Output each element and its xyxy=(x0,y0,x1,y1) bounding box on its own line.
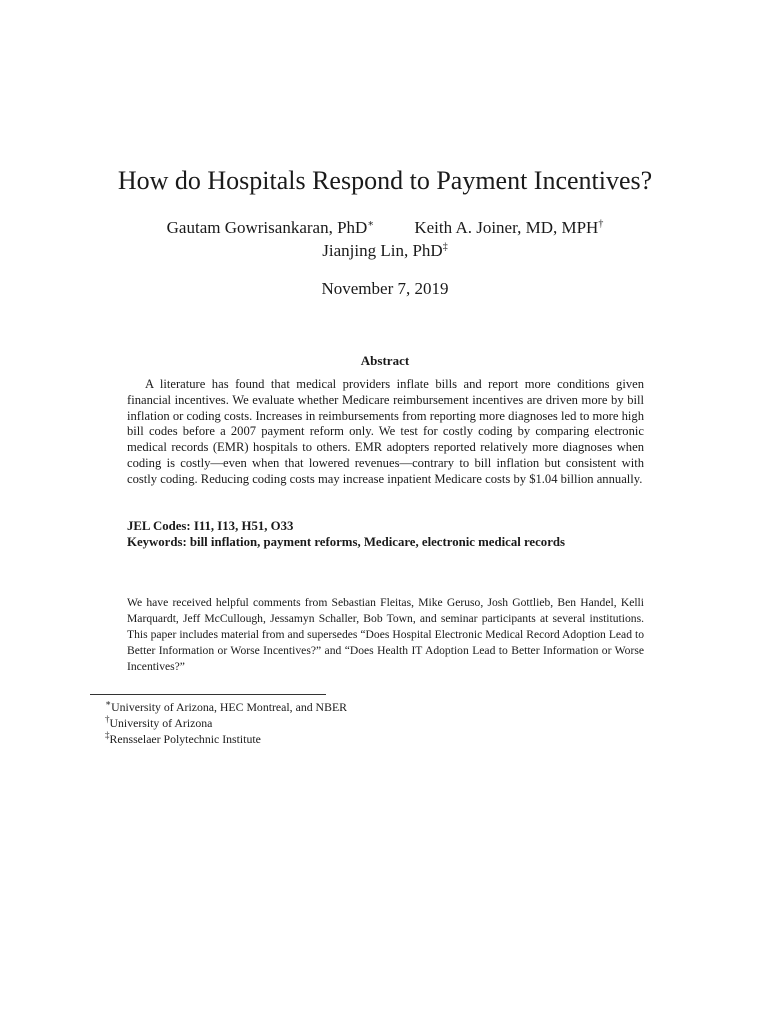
paper-title: How do Hospitals Respond to Payment Incentives? xyxy=(117,166,653,195)
footnotes-list xyxy=(105,699,347,747)
footnote-divider xyxy=(90,694,326,695)
abstract-heading: Abstract xyxy=(360,353,410,368)
author-row-2 xyxy=(0,241,770,261)
abstract-body: A literature has found that medical providers inflate bills and report more conditions given financial incentives. We evaluate whether Medicare reimbursement incentives are driven more by bill inflation or coding costs. Increases in reimbursements from reporting more diagnoses led to more high bill codes before a 2007 payment reform only. We test for costly coding by comparing electronic medical records (EMR) hospitals to others. EMR adopters reported relatively more diagnoses when coding is costly—even when that lowered revenues—contrary to bill inflation but consistent with costly coding. Reducing coding costs may increase inpatient Medicare costs by $1.04 billion annually. xyxy=(127,377,644,486)
author-footnote-mark: ‡ xyxy=(442,241,448,253)
footnote-item xyxy=(105,715,347,731)
footnote-text: Rensselaer Polytechnic Institute xyxy=(109,732,261,746)
footnote-mark: ∗ xyxy=(105,698,112,709)
paper-date: November 7, 2019 xyxy=(321,279,449,298)
footnote-item xyxy=(105,731,347,747)
jel-codes: JEL Codes: I11, I13, H51, O33 xyxy=(127,519,294,533)
author-name: Keith A. Joiner, MD, MPH xyxy=(414,218,599,237)
footnote-text: University of Arizona xyxy=(109,716,213,730)
author-footnote-mark: † xyxy=(598,218,604,230)
footnote-mark: ‡ xyxy=(105,730,110,741)
footnote-text: University of Arizona, HEC Montreal, and NBER xyxy=(111,700,348,714)
author-footnote-mark: ∗ xyxy=(367,218,375,230)
author-name: Gautam Gowrisankaran, PhD xyxy=(166,218,368,237)
author-row-1 xyxy=(0,218,770,238)
acknowledgment-text: We have received helpful comments from Sebastian Fleitas, Mike Geruso, Josh Gottlieb, Ben Handel, Kelli Marquardt, Jeff McCullough, Jessamyn Schaller, Bob Town, and seminar participants at several institutions. This paper includes material from and supersedes “Does Hospital Electronic Medical Record Adoption Lead to Better Information or Worse Incentives?” and “Does Health IT Adoption Lead to Better Information or Worse Incentives?” xyxy=(127,596,644,673)
author-gowrisankaran xyxy=(167,218,374,238)
jel-keywords-block xyxy=(127,518,644,550)
author-joiner xyxy=(414,218,603,238)
author-name: Jianjing Lin, PhD xyxy=(322,241,443,260)
footnote-item xyxy=(105,699,347,715)
author-lin xyxy=(322,241,447,261)
footnote-mark: † xyxy=(105,714,110,725)
keywords: Keywords: bill inflation, payment reforms, Medicare, electronic medical records xyxy=(127,535,565,549)
